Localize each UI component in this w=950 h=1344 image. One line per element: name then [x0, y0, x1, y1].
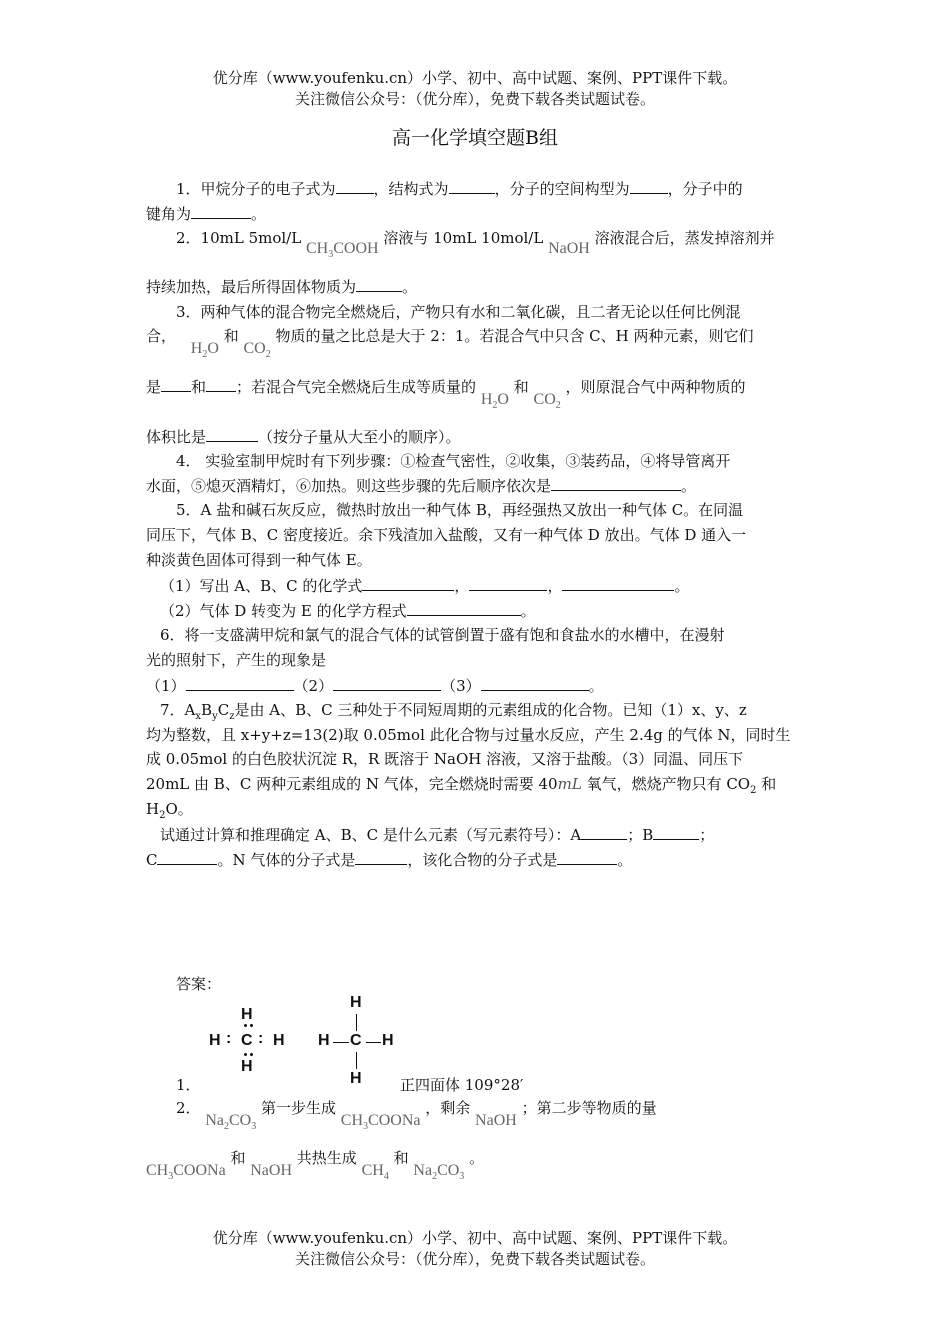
footer-line-2: 关注微信公众号：（优分库），免费下载各类试题试卷。 [294, 1250, 655, 1268]
answer-2-line-1: 2． $Na_2CO_3$ 第一步生成 $CH_3COONa$ ，剩余 NaOH ；第二步等物质的量 [176, 1099, 657, 1133]
q1-line-1: 1．甲烷分子的电子式为 ，结构式为 ，分子的空间构型为 ，分子中的 [176, 180, 743, 198]
q7-line-4: 20mL 由 B、C 两种元素组成的 N 气体，完全燃烧时需要 40mL 氧气，燃烧产物只有 $CO_2$ 和 [146, 775, 777, 796]
answer-1-text: 正四面体 109°28′ [400, 1076, 524, 1094]
q4-line-1: 4． 实验室制甲烷时有下列步骤：①检查气密性，②收集，③装药品，④将导管离开 [176, 452, 731, 470]
q5-line-5: （2）气体 D 转变为 E 的化学方程式 。 [160, 602, 536, 620]
q1-line-2: 键角为 。 [146, 205, 267, 223]
q7-line-2: 均为整数，且 x+y+z=13(2)取 0.05mol 此化合物与过量水反应，产生 2.4g 的气体 N，同时生 [146, 726, 791, 744]
q3-line-2: 合， $H_2O$ 和 $CO_2$ 物质的量之比总是大于 2：1。若混合气中只含 C、H 两种元素，则它们 [146, 327, 754, 361]
formula-naoh-2: NaOH [475, 1112, 517, 1129]
header-line-1: 优分库（www.youfenku.cn）小学、初中、高中试题、案例、PPT课件下载。 [212, 69, 738, 87]
q5-line-1: 5．A 盐和碱石灰反应，微热时放出一种气体 B，再经强热又放出一种气体 C。在同温 [176, 501, 744, 519]
answer-1-number: 1． [176, 1076, 201, 1094]
q5-line-2: 同压下，气体 B、C 密度接近。余下残渣加入盐酸，又有一种气体 D 放出。气体 D 通入一 [146, 526, 747, 544]
formula-h2o-2: $H_2O$ [480, 391, 509, 412]
q6-line-2: 光的照射下，产生的现象是 [146, 651, 327, 669]
compound-formula: $A_xB_yC_z$ [184, 701, 235, 722]
answer-2-line-2: $CH_3COONa$ 和 NaOH 共热生成 $CH_4$ 和 $Na_2CO_3$ 。 [146, 1149, 485, 1183]
q2-line-2: 持续加热，最后所得固体物质为 。 [146, 278, 418, 296]
formula-co2: $CO_2$ [243, 340, 271, 361]
formula-naoh-3: NaOH [250, 1162, 293, 1179]
formula-h2o: $H_2O$ [190, 340, 219, 361]
q6-line-1: 6．将一支盛满甲烷和氯气的混合气体的试管倒置于盛有饱和食盐水的水槽中，在漫射 [160, 626, 725, 644]
formula-na2co3: $Na_2CO_3$ [205, 1112, 257, 1133]
formula-ch3coona-2: $CH_3COONa$ [146, 1162, 226, 1183]
formula-na2co3-2: $Na_2CO_3$ [413, 1162, 465, 1183]
formula-naoh: NaOH [548, 240, 590, 257]
formula-ch4: $CH_4$ [361, 1162, 389, 1183]
header-line-2: 关注微信公众号：（优分库），免费下载各类试题试卷。 [294, 90, 655, 108]
formula-ch3coona: $CH_3COONa$ [340, 1112, 421, 1133]
q6-line-3: （1） （2） （3） 。 [146, 677, 604, 695]
q7-line-6: 试通过计算和推理确定 A、B、C 是什么元素（写元素符号）：A ；B ； [160, 826, 715, 844]
formula-co2-2: $CO_2$ [533, 391, 561, 412]
q3-line-4: 体积比是 （按分子量从大至小的顺序）。 [146, 428, 461, 446]
page-title: 高一化学填空题B组 [392, 127, 558, 149]
q5-line-3: 种淡黄色固体可得到一种气体 E。 [146, 551, 372, 569]
q7-line-3: 成 0.05mol 的白色胶状沉淀 R，R 既溶于 NaOH 溶液，又溶于盐酸。（3）同温、同压下 [146, 750, 744, 768]
q7-line-7: C 。N 气体的分子式是 ，该化合物的分子式是 。 [146, 851, 633, 869]
q3-line-3: 是 和 ；若混合气完全燃烧后生成等质量的 $H_2O$ 和 $CO_2$ ，则原混合气中两种物质的 [146, 378, 746, 412]
q5-line-4: （1）写出 A、B、C 的化学式 ， ， 。 [160, 577, 690, 595]
q7-line-1: 7．$A_xB_yC_z$是由 A、B、C 三种处于不同短周期的元素组成的化合物。已知（1）x、y、z [160, 701, 747, 722]
footer-line-1: 优分库（www.youfenku.cn）小学、初中、高中试题、案例、PPT课件下载。 [212, 1229, 738, 1247]
q2-line-1: 2．10mL 5mol/L $CH_3COOH$ 溶液与 10mL 10mol/L NaOH 溶液混合后，蒸发掉溶剂并 [176, 229, 775, 261]
q4-line-2: 水面，⑤熄灭酒精灯，⑥加热。则这些步骤的先后顺序依次是 。 [146, 477, 697, 495]
q3-line-1: 3．两种气体的混合物完全燃烧后，产物只有水和二氧化碳，且二者无论以任何比例混 [176, 303, 741, 321]
q7-line-5: $H_2O$。 [146, 800, 193, 821]
answers-label: 答案： [176, 975, 222, 993]
formula-ch3cooh: $CH_3COOH$ [305, 240, 379, 261]
